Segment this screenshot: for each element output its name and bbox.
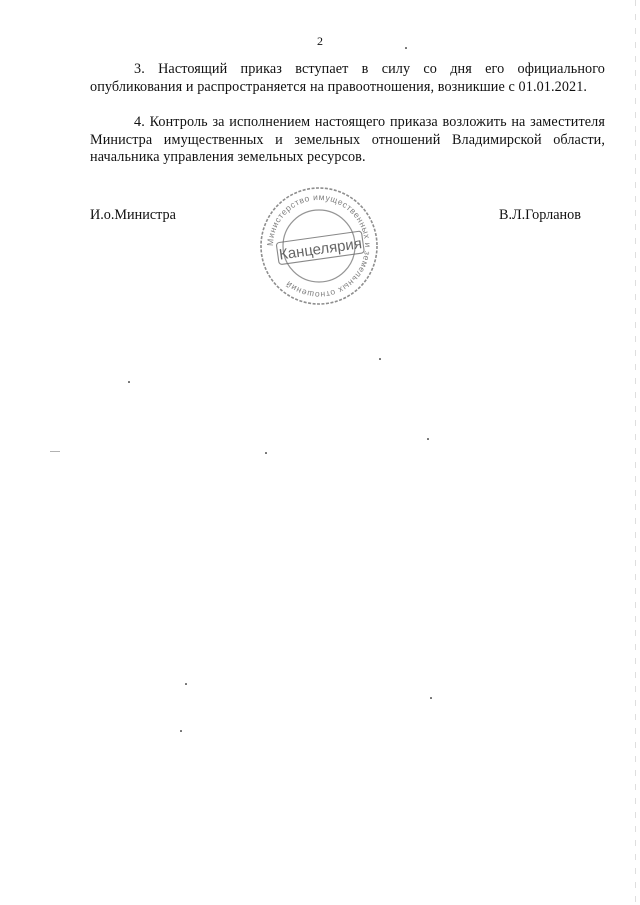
scan-edge-line — [635, 0, 636, 905]
office-stamp — [257, 184, 381, 308]
scan-speck — [50, 451, 60, 452]
scan-speck — [427, 438, 429, 440]
scan-speck — [128, 381, 130, 383]
stamp-seal-icon — [257, 184, 381, 308]
scan-speck — [379, 358, 381, 360]
scan-speck — [430, 697, 432, 699]
scan-speck — [405, 47, 407, 49]
signatory-name: В.Л.Горланов — [499, 207, 581, 223]
signatory-position: И.о.Министра — [90, 207, 176, 223]
stamp-ring-text: Министерство имущественных и земельных отношений — [264, 191, 374, 301]
scan-speck — [180, 730, 182, 732]
page-number: 2 — [317, 34, 323, 48]
paragraph-item-4: 4. Контроль за исполнением настоящего приказа возложить на заместителя Министра имущественных и земельных отношений Владимирской области, начальника управления земельных ресурсов. — [90, 114, 605, 166]
scan-speck — [265, 452, 267, 454]
stamp-center-text: Канцелярия — [278, 235, 363, 264]
scan-speck — [185, 683, 187, 685]
paragraph-item-3: 3. Настоящий приказ вступает в силу со дня его официального опубликования и распространяется на правоотношения, возникшие с 01.01.2021. — [90, 61, 605, 95]
